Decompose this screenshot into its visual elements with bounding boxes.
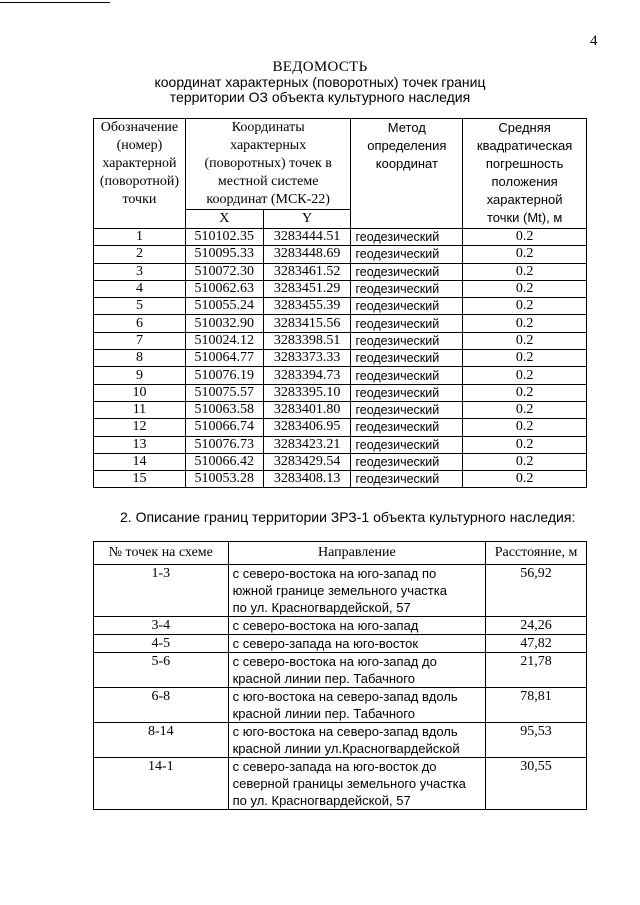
coord-x: 510063.58	[185, 401, 263, 418]
coord-y: 3283415.56	[263, 315, 351, 332]
header-line: Координаты	[231, 120, 305, 135]
error-cell: 0.2	[463, 350, 587, 367]
points-cell: 14-1	[94, 758, 229, 810]
direction-line: по ул. Красногвардейской, 57	[232, 793, 411, 808]
method-cell: геодезический	[351, 419, 463, 436]
table-row	[94, 723, 587, 758]
table-row	[94, 401, 587, 418]
coord-x: 510076.19	[185, 367, 263, 384]
point-number: 2	[94, 246, 186, 263]
header-line: характерной	[102, 156, 177, 171]
header-line: точки (Mt), м	[486, 210, 563, 225]
error-cell: 0.2	[463, 419, 587, 436]
title-line-3: территории ОЗ объекта культурного наследия	[169, 89, 471, 105]
points-cell: 6-8	[94, 688, 229, 723]
error-cell: 0.2	[463, 384, 587, 401]
direction-line: с северо-востока на юго-запад до	[232, 654, 437, 669]
header-designation	[94, 119, 186, 229]
table-row	[94, 758, 587, 810]
distance-cell: 78,81	[486, 688, 587, 723]
header-x: X	[185, 210, 263, 229]
table-row	[94, 367, 587, 384]
direction-line: с северо-востока на юго-запад по	[232, 566, 437, 581]
coord-x: 510066.42	[185, 453, 263, 470]
header-line: характерной	[486, 192, 563, 207]
distance-cell: 95,53	[486, 723, 587, 758]
header-line: Метод	[387, 120, 426, 135]
direction-cell	[228, 688, 486, 723]
error-cell: 0.2	[463, 436, 587, 453]
header-error	[463, 119, 587, 229]
coord-x: 510095.33	[185, 246, 263, 263]
table-row	[94, 298, 587, 315]
direction-cell	[228, 758, 486, 810]
direction-line: с северо-запада на юго-восток	[232, 636, 419, 651]
table-row	[94, 635, 587, 653]
header-line: координат	[375, 156, 438, 171]
error-cell: 0.2	[463, 401, 587, 418]
header-line: определения	[367, 138, 447, 153]
point-number: 11	[94, 401, 186, 418]
method-cell: геодезический	[351, 453, 463, 470]
header-distance: Расстояние, м	[486, 542, 587, 565]
points-cell: 8-14	[94, 723, 229, 758]
table-row	[94, 688, 587, 723]
table-row	[94, 350, 587, 367]
header-line: координат (МСК-22)	[206, 192, 330, 207]
error-cell: 0.2	[463, 332, 587, 349]
table-row	[94, 246, 587, 263]
table-row	[94, 617, 587, 635]
method-cell: геодезический	[351, 471, 463, 488]
coord-x: 510053.28	[185, 471, 263, 488]
header-line: Обозначение	[100, 120, 179, 135]
section-2-title: 2. Описание границ территории ЗРЗ-1 объекта культурного наследия:	[120, 509, 576, 525]
point-number: 5	[94, 298, 186, 315]
method-cell: геодезический	[351, 298, 463, 315]
method-cell: геодезический	[351, 229, 463, 246]
header-line: погрешность	[485, 156, 564, 171]
table-row	[94, 229, 587, 246]
table-row	[94, 471, 587, 488]
coord-x: 510024.12	[185, 332, 263, 349]
table-row	[94, 653, 587, 688]
point-number: 14	[94, 453, 186, 470]
header-direction: Направление	[228, 542, 486, 565]
coord-x: 510055.24	[185, 298, 263, 315]
error-cell: 0.2	[463, 280, 587, 297]
direction-line: северной границы земельного участка	[232, 776, 466, 791]
direction-line: с северо-запада на юго-восток до	[232, 759, 437, 774]
coordinates-table	[93, 118, 587, 488]
coord-y: 3283455.39	[263, 298, 351, 315]
method-cell: геодезический	[351, 246, 463, 263]
direction-line: красной линии пер. Табачного	[232, 671, 415, 686]
method-cell: геодезический	[351, 315, 463, 332]
header-line: квадратическая	[476, 138, 573, 153]
coord-x: 510102.35	[185, 229, 263, 246]
coord-x: 510072.30	[185, 263, 263, 280]
direction-line: южной границе земельного участка	[232, 583, 447, 598]
distance-cell: 21,78	[486, 653, 587, 688]
table-row	[94, 565, 587, 617]
title-line-2: координат характерных (поворотных) точек границ	[154, 74, 486, 90]
points-cell: 3-4	[94, 617, 229, 635]
coord-x: 510064.77	[185, 350, 263, 367]
direction-cell	[228, 635, 486, 653]
coord-y: 3283444.51	[263, 229, 351, 246]
coord-x: 510066.74	[185, 419, 263, 436]
method-cell: геодезический	[351, 263, 463, 280]
header-coordinates	[185, 119, 351, 210]
error-cell: 0.2	[463, 263, 587, 280]
error-cell: 0.2	[463, 229, 587, 246]
header-line: характерных	[230, 138, 307, 153]
coord-y: 3283408.13	[263, 471, 351, 488]
header-y: Y	[263, 210, 351, 229]
point-number: 6	[94, 315, 186, 332]
points-cell: 1-3	[94, 565, 229, 617]
header-line: точки	[122, 192, 157, 207]
points-cell: 5-6	[94, 653, 229, 688]
method-cell: геодезический	[351, 401, 463, 418]
distance-cell: 47,82	[486, 635, 587, 653]
point-number: 12	[94, 419, 186, 436]
title-main: ВЕДОМОСТЬ	[272, 59, 368, 75]
direction-line: с юго-востока на северо-запад вдоль	[232, 689, 458, 704]
page-number: 4	[590, 33, 598, 49]
point-number: 9	[94, 367, 186, 384]
distance-cell: 30,55	[486, 758, 587, 810]
table-row	[94, 315, 587, 332]
method-cell: геодезический	[351, 280, 463, 297]
error-cell: 0.2	[463, 471, 587, 488]
direction-line: с юго-востока на северо-запад вдоль	[232, 724, 458, 739]
error-cell: 0.2	[463, 453, 587, 470]
coord-x: 510032.90	[185, 315, 263, 332]
point-number: 4	[94, 280, 186, 297]
method-cell: геодезический	[351, 332, 463, 349]
coord-y: 3283448.69	[263, 246, 351, 263]
header-points: № точек на схеме	[94, 542, 229, 565]
error-cell: 0.2	[463, 246, 587, 263]
method-cell: геодезический	[351, 367, 463, 384]
coord-x: 510062.63	[185, 280, 263, 297]
header-line: Средняя	[498, 120, 551, 135]
direction-cell	[228, 617, 486, 635]
header-line: положения	[491, 174, 558, 189]
header-line: местной системе	[217, 174, 319, 189]
coord-x: 510075.57	[185, 384, 263, 401]
header-line: (номер)	[116, 138, 163, 153]
coord-y: 3283394.73	[263, 367, 351, 384]
coord-y: 3283398.51	[263, 332, 351, 349]
table-row	[94, 332, 587, 349]
top-edge-line	[0, 2, 110, 3]
table-row	[94, 453, 587, 470]
coord-y: 3283461.52	[263, 263, 351, 280]
points-cell: 4-5	[94, 635, 229, 653]
coord-x: 510076.73	[185, 436, 263, 453]
direction-line: с северо-востока на юго-запад	[232, 618, 419, 633]
error-cell: 0.2	[463, 298, 587, 315]
point-number: 3	[94, 263, 186, 280]
coord-y: 3283451.29	[263, 280, 351, 297]
point-number: 10	[94, 384, 186, 401]
table-row	[94, 436, 587, 453]
direction-line: по ул. Красногвардейской, 57	[232, 600, 411, 615]
direction-cell	[228, 565, 486, 617]
coord-y: 3283401.80	[263, 401, 351, 418]
distance-cell: 24,26	[486, 617, 587, 635]
point-number: 1	[94, 229, 186, 246]
coord-y: 3283395.10	[263, 384, 351, 401]
table-row	[94, 263, 587, 280]
point-number: 8	[94, 350, 186, 367]
header-line: (поворотной)	[99, 174, 180, 189]
coord-y: 3283373.33	[263, 350, 351, 367]
coord-y: 3283429.54	[263, 453, 351, 470]
document-title	[0, 60, 640, 105]
distance-cell: 56,92	[486, 565, 587, 617]
direction-line: красной линии ул.Красногвардейской	[232, 741, 460, 756]
point-number: 15	[94, 471, 186, 488]
method-cell: геодезический	[351, 436, 463, 453]
direction-line: красной линии пер. Табачного	[232, 706, 415, 721]
method-cell: геодезический	[351, 384, 463, 401]
table-row	[94, 419, 587, 436]
error-cell: 0.2	[463, 315, 587, 332]
direction-cell	[228, 653, 486, 688]
coord-y: 3283406.95	[263, 419, 351, 436]
method-cell: геодезический	[351, 350, 463, 367]
table-row	[94, 384, 587, 401]
point-number: 13	[94, 436, 186, 453]
point-number: 7	[94, 332, 186, 349]
header-method	[351, 119, 463, 229]
table-row	[94, 280, 587, 297]
border-description-table	[93, 541, 587, 810]
coord-y: 3283423.21	[263, 436, 351, 453]
header-line: (поворотных) точек в	[204, 156, 332, 171]
direction-cell	[228, 723, 486, 758]
error-cell: 0.2	[463, 367, 587, 384]
